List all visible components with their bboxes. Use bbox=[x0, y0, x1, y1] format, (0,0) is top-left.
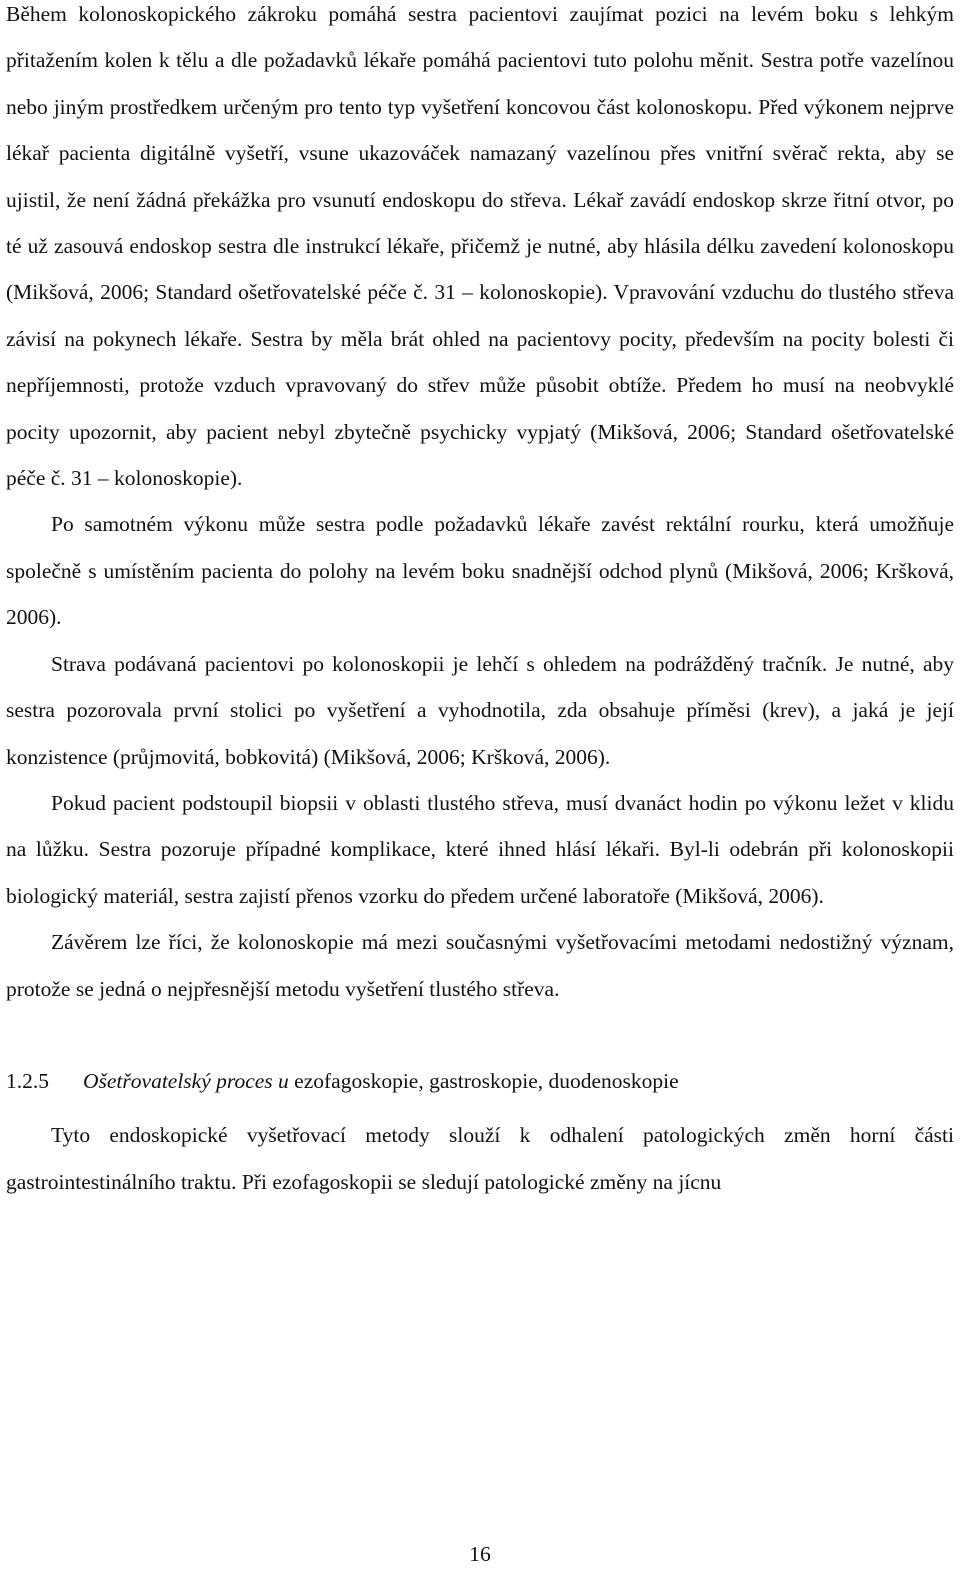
section-number: 1.2.5 bbox=[6, 1068, 49, 1093]
document-page bbox=[6, 0, 954, 1205]
section-heading bbox=[6, 1058, 954, 1104]
page-number: 16 bbox=[469, 1542, 491, 1566]
section-title-italic: Ošetřovatelský proces u bbox=[83, 1068, 289, 1093]
paragraph-kolonoskopie-zakrok: Během kolonoskopického zákroku pomáhá sestra pacientovi zaujímat pozici na levém boku s lehkým přitažením kolen k tělu a dle požadavků lékaře pomáhá pacientovi tuto polohu měnit. Sestra potře vazelínou nebo jiným prostředkem určeným pro tento typ vyšetření koncovou část kolonoskopu. Před výkonem nejprve lékař pacienta digitálně vyšetří, vsune ukazováček namazaný vazelínou přes vnitřní svěrač rekta, aby se ujistil, že není žádná překážka pro vsunutí endoskopu do střeva. Lékař zavádí endoskop skrze řitní otvor, po té už zasouvá endoskop sestra dle instrukcí lékaře, přičemž je nutné, aby hlásila délku zavedení kolonoskopu (Mikšová, 2006; Standard ošetřovatelské péče č. 31 – kolonoskopie). Vpravování vzduchu do tlustého střeva závisí na pokynech lékaře. Sestra by měla brát ohled na pacientovy pocity, především na pocity bolesti či nepříjemnosti, protože vzduch vpravovaný do střev může působit obtíže. Předem ho musí na neobvyklé pocity upozornit, aby pacient nebyl zbytečně psychicky vypjatý (Mikšová, 2006; Standard ošetřovatelské péče č. 31 – kolonoskopie). bbox=[6, 2, 954, 491]
paragraph-strava: Strava podávaná pacientovi po kolonoskopii je lehčí s ohledem na podrážděný tračník. Je nutné, aby sestra pozorovala první stolici po vyšetření a vyhodnotila, zda obsahuje příměsi (krev), a jaká je její konzistence (průjmovitá, bobkovitá) (Mikšová, 2006; Kršková, 2006). bbox=[6, 651, 954, 769]
section-title-rest: ezofagoskopie, gastroskopie, duodenoskopie bbox=[288, 1068, 679, 1093]
paragraph-zaver: Závěrem lze říci, že kolonoskopie má mezi současnými vyšetřovacími metodami nedostižný význam, protože se jedná o nejpřesnější metodu vyšetření tlustého střeva. bbox=[6, 930, 954, 1001]
paragraph-rektalni-rourka: Po samotném výkonu může sestra podle požadavků lékaře zavést rektální rourku, která umožňuje společně s umístěním pacienta do polohy na levém boku snadnější odchod plynů (Mikšová, 2006; Kršková, 2006). bbox=[6, 512, 954, 630]
paragraph-endoskopicke-metody: Tyto endoskopické vyšetřovací metody slouží k odhalení patologických změn horní části gastrointestinálního traktu. Při ezofagoskopii se sledují patologické změny na jícnu bbox=[6, 1123, 954, 1194]
paragraph-biopsie: Pokud pacient podstoupil biopsii v oblasti tlustého střeva, musí dvanáct hodin po výkonu ležet v klidu na lůžku. Sestra pozoruje případné komplikace, které ihned hlásí lékaři. Byl-li odebrán při kolonoskopii biologický materiál, sestra zajistí přenos vzorku do předem určené laboratoře (Mikšová, 2006). bbox=[6, 790, 954, 908]
